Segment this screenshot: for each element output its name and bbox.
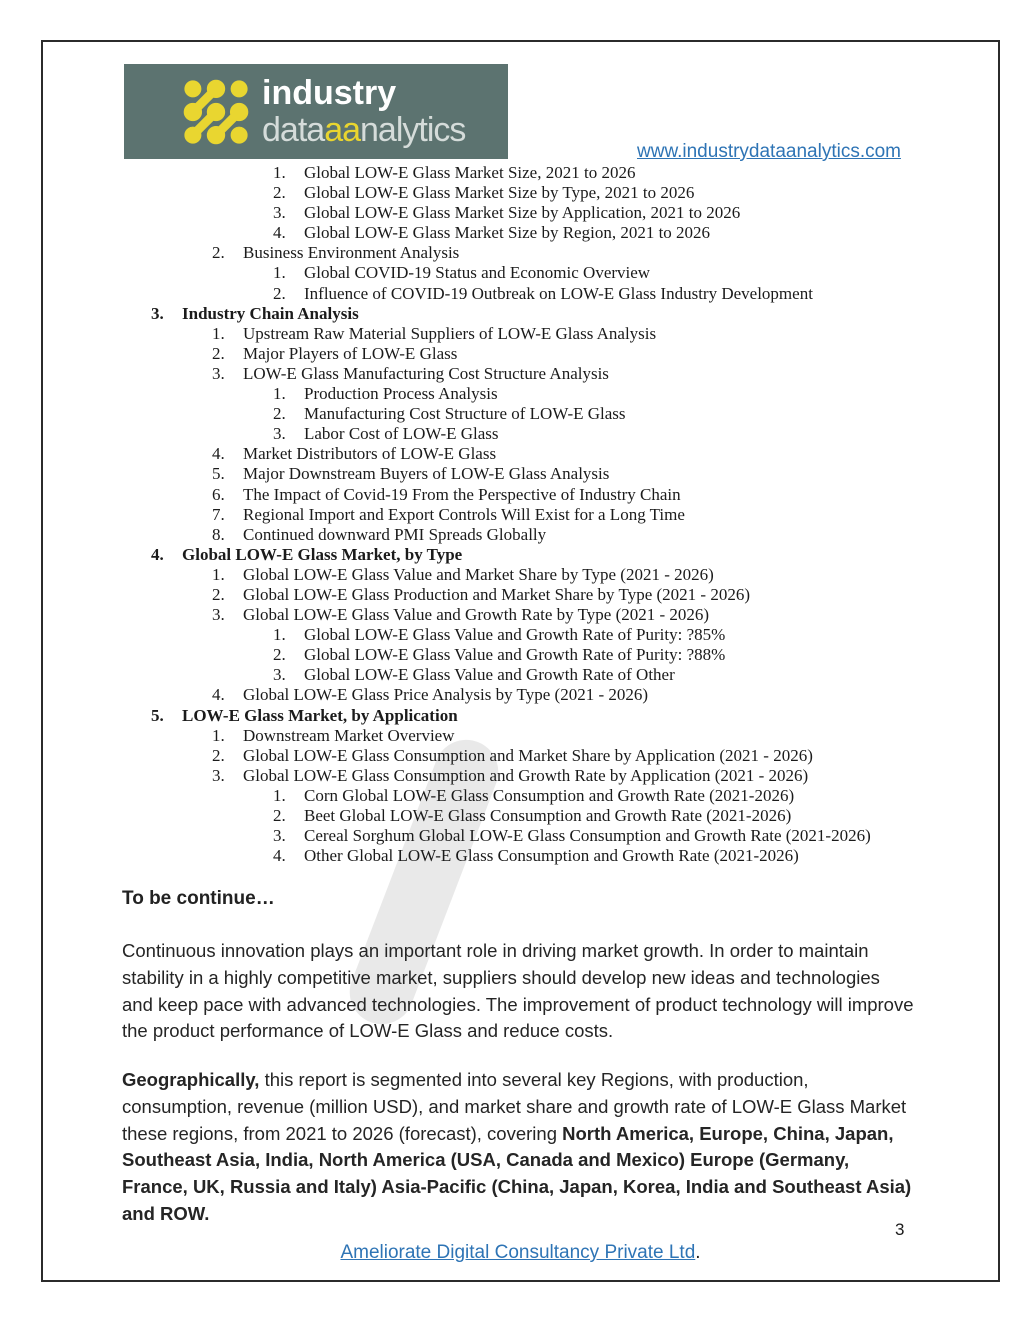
toc-item-number: 2. — [212, 343, 225, 363]
toc-item-number: 8. — [212, 524, 225, 544]
toc-item-number: 3. — [273, 665, 286, 685]
paragraph-segment-bold: North America, Europe, China, Japan, Southeast Asia, India, North America (USA, Canada and Mexico) Europe (Germany, France, UK, Russia and Italy) Asia-Pacific (China, Japan, Korea, India and Southeast Asia) and ROW. — [122, 1122, 912, 1224]
toc-item — [273, 424, 1002, 444]
toc-item-number: 6. — [212, 484, 225, 504]
toc-item-label: Cereal Sorghum Global LOW-E Glass Consumption and Growth Rate (2021-2026) — [304, 826, 871, 846]
footer-period: . — [695, 1242, 701, 1263]
toc-item — [273, 263, 1002, 283]
toc-item-label: Global LOW-E Glass Market Size by Type, 2021 to 2026 — [304, 183, 695, 203]
toc-item — [151, 545, 1002, 565]
toc-item-number: 1. — [212, 564, 225, 584]
toc-item — [273, 163, 1002, 183]
toc-item — [151, 304, 1002, 324]
toc-item-number: 3. — [212, 605, 225, 625]
to-be-continue-text: To be continue… — [122, 888, 275, 909]
toc-item-label: LOW-E Glass Market, by Application — [182, 705, 458, 725]
toc-item-label: Global LOW-E Glass Consumption and Growth Rate by Application (2021 - 2026) — [243, 765, 809, 785]
toc-item — [273, 826, 1002, 846]
logo-line2-aa: aa — [324, 111, 361, 149]
toc-item-label: Market Distributors of LOW-E Glass — [243, 444, 497, 464]
toc-item-label: Downstream Market Overview — [243, 725, 455, 745]
toc-item-label: Global LOW-E Glass Value and Growth Rate of Purity: ?85% — [304, 625, 726, 645]
toc-item-number: 1. — [273, 163, 286, 182]
toc-item — [212, 746, 1002, 766]
toc-item-number: 3. — [273, 424, 286, 444]
toc-item — [273, 665, 1002, 685]
toc-item-number: 1. — [273, 384, 286, 404]
toc-item-number: 2. — [212, 584, 225, 604]
toc-item-label: Manufacturing Cost Structure of LOW-E Glass — [304, 404, 626, 424]
toc-item-number: 2. — [273, 404, 286, 424]
toc-item-label: Global LOW-E Glass Value and Market Share by Type (2021 - 2026) — [243, 564, 714, 584]
toc-item-label: Global LOW-E Glass Value and Growth Rate of Other — [304, 665, 675, 685]
toc-item — [273, 284, 1002, 304]
toc-item — [212, 525, 1002, 545]
toc-item — [273, 223, 1002, 243]
toc-item — [273, 404, 1002, 424]
toc-item-label: Global LOW-E Glass Value and Growth Rate of Purity: ?88% — [304, 645, 726, 665]
toc-item-label: Global LOW-E Glass Value and Growth Rate by Type (2021 - 2026) — [243, 605, 710, 625]
toc-item — [151, 706, 1002, 726]
toc-item — [212, 485, 1002, 505]
toc-item — [212, 324, 1002, 344]
toc-item-number: 2. — [273, 806, 286, 825]
toc-item-label: Global COVID-19 Status and Economic Overview — [304, 263, 651, 283]
website-url-link[interactable]: www.industrydataanalytics.com — [637, 141, 901, 162]
toc-item-label: Global LOW-E Glass Market, by Type — [182, 544, 463, 564]
logo-line1: industry — [262, 74, 397, 112]
paragraph-segment: this report is segmented into several key Regions, with production, consumption, revenue (million USD), and market share and growth rate of LOW-E Glass Market these regions, from 2021 to 2026 (forecast), covering — [122, 1069, 907, 1144]
toc-item — [212, 444, 1002, 464]
toc-item — [212, 243, 1002, 263]
toc-item-label: Influence of COVID-19 Outbreak on LOW-E Glass Industry Development — [304, 283, 813, 303]
toc-item-number: 3. — [273, 203, 286, 223]
paragraph-innovation: Continuous innovation plays an important role in driving market growth. In order to maintain stability in a highly competitive market, suppliers should develop new ideas and technologies and keep pace with advanced technologies. The improvement of product technology will improve the product performance of LOW-E Glass and reduce costs. — [122, 940, 914, 1042]
toc-item-label: Global LOW-E Glass Price Analysis by Type (2021 - 2026) — [243, 685, 649, 705]
toc-item-label: Major Players of LOW-E Glass — [243, 343, 458, 363]
toc-item-number: 1. — [212, 725, 225, 745]
toc-item-number: 1. — [273, 263, 286, 283]
toc-item-number: 5. — [212, 464, 225, 484]
toc-item-number: 4. — [273, 223, 286, 243]
toc-item — [273, 786, 1002, 806]
toc-item-label: Regional Import and Export Controls Will Exist for a Long Time — [243, 504, 685, 524]
table-of-contents — [43, 163, 1002, 866]
toc-item-number: 2. — [273, 183, 286, 203]
toc-item-number: 4. — [212, 685, 225, 705]
toc-item-label: Industry Chain Analysis — [182, 303, 359, 323]
toc-item-label: The Impact of Covid-19 From the Perspective of Industry Chain — [243, 484, 681, 504]
toc-item — [273, 625, 1002, 645]
toc-item — [212, 364, 1002, 384]
toc-item-number: 7. — [212, 504, 225, 524]
toc-item-number: 2. — [212, 243, 225, 263]
paragraph-geography — [122, 1067, 914, 1228]
page-number: 3 — [895, 1220, 905, 1239]
toc-item — [273, 846, 1002, 866]
toc-item — [212, 605, 1002, 625]
logo-line2 — [262, 113, 465, 147]
toc-item-label: Global LOW-E Glass Market Size by Application, 2021 to 2026 — [304, 203, 741, 223]
footer — [43, 1242, 998, 1264]
toc-item — [212, 726, 1002, 746]
toc-item — [212, 565, 1002, 585]
toc-item-number: 3. — [212, 363, 225, 383]
toc-item — [212, 766, 1002, 786]
toc-item-number: 1. — [212, 323, 225, 343]
toc-item — [273, 384, 1002, 404]
toc-item — [212, 685, 1002, 705]
toc-item-label: Continued downward PMI Spreads Globally — [243, 524, 547, 544]
logo-line2-data: data — [262, 111, 325, 149]
toc-item — [273, 645, 1002, 665]
toc-item-label: Major Downstream Buyers of LOW-E Glass Analysis — [243, 464, 610, 484]
toc-item — [212, 585, 1002, 605]
logo-dots-icon — [182, 75, 250, 149]
toc-item-label: Global LOW-E Glass Production and Market Share by Type (2021 - 2026) — [243, 584, 750, 604]
toc-item-number: 3. — [212, 765, 225, 785]
footer-company-link[interactable]: Ameliorate Digital Consultancy Private Ltd — [340, 1242, 696, 1263]
toc-item-label: Upstream Raw Material Suppliers of LOW-E Glass Analysis — [243, 323, 657, 343]
toc-item — [273, 203, 1002, 223]
toc-item — [212, 344, 1002, 364]
toc-item — [212, 464, 1002, 484]
toc-item-number: 2. — [273, 645, 286, 665]
toc-item-label: Global LOW-E Glass Consumption and Market Share by Application (2021 - 2026) — [243, 745, 813, 765]
toc-item — [273, 806, 1002, 826]
toc-item-number: 4. — [273, 846, 286, 866]
toc-item-label: Production Process Analysis — [304, 384, 498, 404]
toc-item-label: Beet Global LOW-E Glass Consumption and Growth Rate (2021-2026) — [304, 806, 792, 825]
brand-logo — [124, 64, 508, 159]
toc-item-number: 1. — [273, 625, 286, 645]
paragraph-segment-bold: Geographically, — [122, 1069, 260, 1090]
logo-line2-nalytics: nalytics — [360, 111, 466, 149]
toc-item-label: Global LOW-E Glass Market Size by Region, 2021 to 2026 — [304, 223, 711, 243]
toc-item-number: 2. — [212, 745, 225, 765]
toc-item-number: 2. — [273, 283, 286, 303]
page-border — [41, 40, 1000, 1282]
toc-item-number: 3. — [151, 303, 164, 323]
toc-item-label: Corn Global LOW-E Glass Consumption and Growth Rate (2021-2026) — [304, 785, 795, 805]
toc-item-number: 4. — [212, 444, 225, 464]
toc-item-number: 3. — [273, 826, 286, 846]
toc-item-label: Other Global LOW-E Glass Consumption and Growth Rate (2021-2026) — [304, 846, 799, 866]
toc-item-label: Global LOW-E Glass Market Size, 2021 to 2026 — [304, 163, 636, 182]
toc-item-number: 4. — [151, 544, 164, 564]
toc-item — [212, 505, 1002, 525]
toc-item-label: Business Environment Analysis — [243, 243, 460, 263]
toc-item-number: 5. — [151, 705, 164, 725]
toc-item — [273, 183, 1002, 203]
logo-wordmark — [262, 76, 465, 147]
toc-item-label: LOW-E Glass Manufacturing Cost Structure Analysis — [243, 363, 609, 383]
toc-item-number: 1. — [273, 785, 286, 805]
toc-item-label: Labor Cost of LOW-E Glass — [304, 424, 499, 444]
